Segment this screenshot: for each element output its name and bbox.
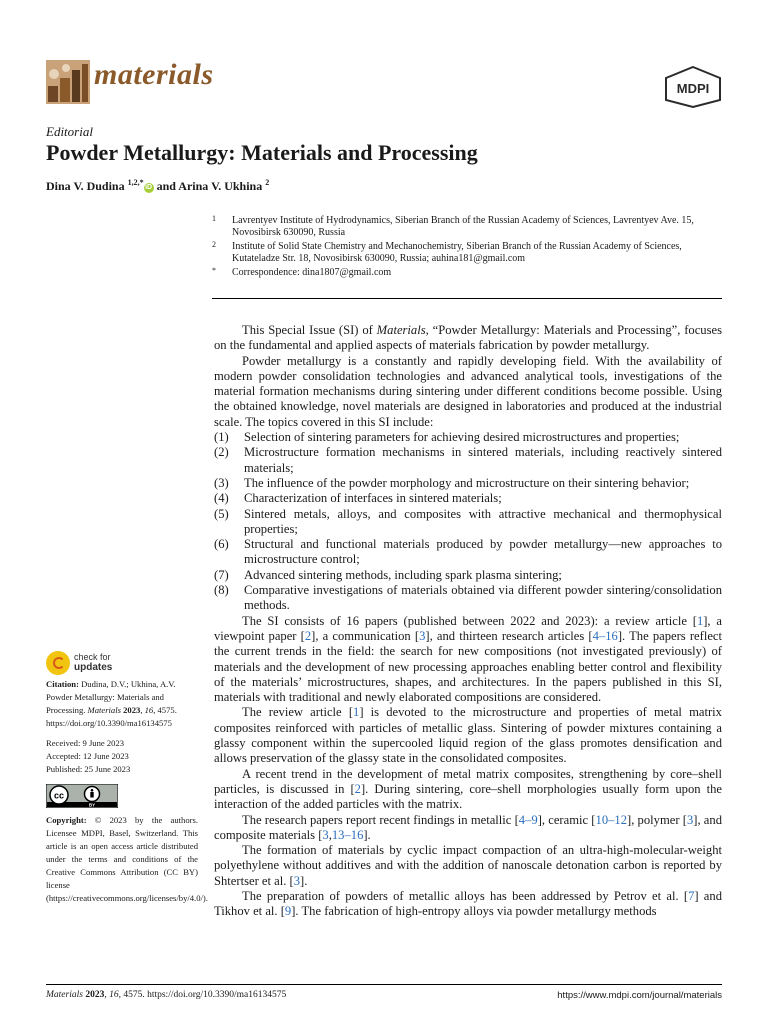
footer-divider — [46, 984, 722, 985]
paragraph: The formation of materials by cyclic impact compaction of an ultra-high-molecular-weight polyethylene without additives and with the addition of nanoscale detonation carbon is reported by Shtertser et al. [3]. — [214, 843, 722, 888]
topic-list — [214, 430, 722, 614]
affiliation-item — [212, 241, 722, 266]
author-name[interactable]: Dina V. Dudina — [46, 179, 125, 193]
correspondence-text: Correspondence: dina1807@gmail.com — [232, 266, 392, 278]
article-body — [214, 323, 722, 920]
topic-item: (7) Advanced sintering methods, including spark plasma sintering; — [214, 567, 562, 582]
citation-link[interactable]: 3 — [686, 812, 694, 827]
citation-link[interactable]: 4–16 — [592, 628, 618, 643]
author-affiliation-marks: 1,2,* — [127, 178, 144, 187]
published-date: Published: 25 June 2023 — [46, 764, 131, 774]
check-for-updates-button[interactable] — [46, 649, 166, 677]
footer-citation[interactable]: Materials 2023, 16, 4575. https://doi.org/10.3390/ma16134575 — [46, 990, 287, 1000]
affiliation-marker: 1 — [212, 214, 216, 223]
topic-item: (4) Characterization of interfaces in sintered materials; — [214, 491, 502, 506]
article-type: Editorial — [46, 124, 93, 139]
header-divider — [212, 298, 722, 299]
affiliation-text: Lavrentyev Institute of Hydrodynamics, Siberian Branch of the Russian Academy of Sciences, Lavrentyev Ave. 15, Novosibirsk 630090, Russia — [232, 215, 694, 239]
paragraph: The SI consists of 16 papers (published between 2022 and 2023): a review article [1], a viewpoint paper [2], a communication [3], and thirteen research articles [4–16]. The papers reflect the current trends in the field: the search for new compositions (not investigated previously) of materials and the development of new processing approaches enabling better control and flexibility of the materials’ microstructures, shapes, and architectures. In the papers published in this SI, materials with traditional and newly elaborated compositions are considered. — [214, 613, 723, 705]
affiliation-text: Institute of Solid State Chemistry and Mechanochemistry, Siberian Branch of the Russian Academy of Sciences, Kutateladze Str. 18, Novosibirsk 630090, Russia; auhina181@gmail.com — [232, 240, 682, 265]
citation-link[interactable]: 2 — [304, 628, 312, 643]
citation-link[interactable]: 3 — [322, 827, 329, 842]
author-list — [46, 178, 269, 194]
check-updates-label: check for — [74, 652, 111, 662]
topic-item: (1) Selection of sintering parameters for achieving desired microstructures and properties; — [214, 430, 680, 445]
accepted-date: Accepted: 12 June 2023 — [46, 751, 129, 761]
copyright-notice: Copyright: © 2023 by the authors. Licensee MDPI, Basel, Switzerland. This article is an open access article distributed under the terms and conditions of the Creative Commons Attribution (CC BY) license (https://creativecommons.org/licenses/by/4.0/). — [46, 815, 208, 903]
affiliation-marker: * — [212, 265, 216, 275]
affiliation-item — [212, 267, 722, 279]
journal-url-link[interactable]: https://www.mdpi.com/journal/materials — [557, 990, 722, 1001]
citation-link[interactable]: 3 — [419, 628, 426, 643]
citation-link[interactable]: 4–9 — [518, 812, 538, 827]
author-name[interactable]: Arina V. Ukhina — [178, 179, 263, 193]
paragraph: Powder metallurgy is a constantly and rapidly developing field. With the availability of modern powder consolidation technologies and advanced analytical tools, investigations of the material formation mechanisms during sintering under different conditions become possible. Using the obtained knowledge, novel materials are designed in laboratories and produced at the industrial scale. The topics covered in this SI include: — [214, 353, 722, 429]
cc-by-license-icon[interactable] — [46, 784, 118, 808]
article-title: Powder Metallurgy: Materials and Processing — [46, 140, 478, 165]
topic-item: (3) The influence of the powder morphology and microstructure on their sintering behavior; — [214, 475, 690, 490]
citation-link[interactable]: 3 — [293, 873, 301, 888]
check-updates-icon — [46, 651, 70, 675]
orcid-icon[interactable]: iD — [145, 184, 153, 191]
received-date: Received: 9 June 2023 — [46, 738, 125, 748]
mdpi-logo-text: MDPI — [676, 81, 710, 96]
citation-link[interactable]: 13–16 — [331, 827, 364, 842]
topic-item: (6) Structural and functional materials produced by powder metallurgy—new approaches to microstructure control; — [214, 537, 722, 567]
topic-item: (2) Microstructure formation mechanisms in sintered materials, including reactively sintered materials; — [214, 445, 722, 475]
citation-link[interactable]: 2 — [354, 781, 361, 796]
paragraph: This Special Issue (SI) of Materials, “Powder Metallurgy: Materials and Processing”, focuses on the fundamental and applied aspects of materials fabrication by powder metallurgy. — [214, 323, 722, 353]
citation-link[interactable]: 10–12 — [595, 812, 627, 827]
svg-text:cc: cc — [53, 790, 65, 801]
paragraph: The preparation of powders of metallic alloys has been addressed by Petrov et al. [7] and Tikhov et al. [9]. The fabrication of high-entropy alloys via powder metallurgy methods — [214, 888, 722, 919]
check-updates-label: updates — [74, 662, 113, 673]
affiliations — [212, 215, 722, 280]
affiliation-item — [212, 215, 722, 240]
mdpi-logo-icon[interactable] — [664, 66, 722, 108]
citation-link[interactable]: 7 — [688, 888, 695, 903]
citation-link[interactable]: 1 — [696, 613, 704, 628]
affiliation-marker: 2 — [212, 239, 216, 249]
article-sidebar — [46, 678, 208, 905]
journal-logo-icon — [46, 60, 90, 104]
paragraph: The review article [1] is devoted to the microstructure and properties of metal matrix composites reinforced with particles of metallic glass. Sintering of powder mixtures containing a glassy component within the supercooled liquid region of the glass promotes densification and allows preservation of the glassy state in the consolidated composites. — [214, 705, 722, 766]
paragraph: The research papers report recent findings in metallic [4–9], ceramic [10–12], polymer [3], and composite materials [3,13–16]. — [214, 812, 722, 842]
citation-block: Citation: Dudina, D.V.; Ukhina, A.V. Powder Metallurgy: Materials and Processing. Materials 2023, 16, 4575. https://doi.org/10.3390/ma16134575 — [46, 679, 177, 728]
topic-item: (8) Comparative investigations of materials obtained via different powder sintering/consolidation methods. — [214, 583, 722, 613]
citation-link[interactable]: 1 — [353, 705, 360, 720]
citation-link[interactable]: 9 — [284, 904, 292, 919]
paragraph: A recent trend in the development of metal matrix composites, strengthening by core–shell particles, is discussed in [2]. During sintering, core–shell morphologies usually form upon the interaction of the added particles with the matrix. — [214, 766, 723, 812]
author-connector: and — [153, 179, 179, 193]
cc-by-text: BY — [88, 802, 96, 808]
author-affiliation-marks: 2 — [265, 178, 270, 187]
topic-item: (5) Sintered metals, alloys, and composites with attractive mechanical and thermophysical properties; — [214, 506, 722, 536]
journal-name[interactable]: materials — [94, 58, 214, 91]
